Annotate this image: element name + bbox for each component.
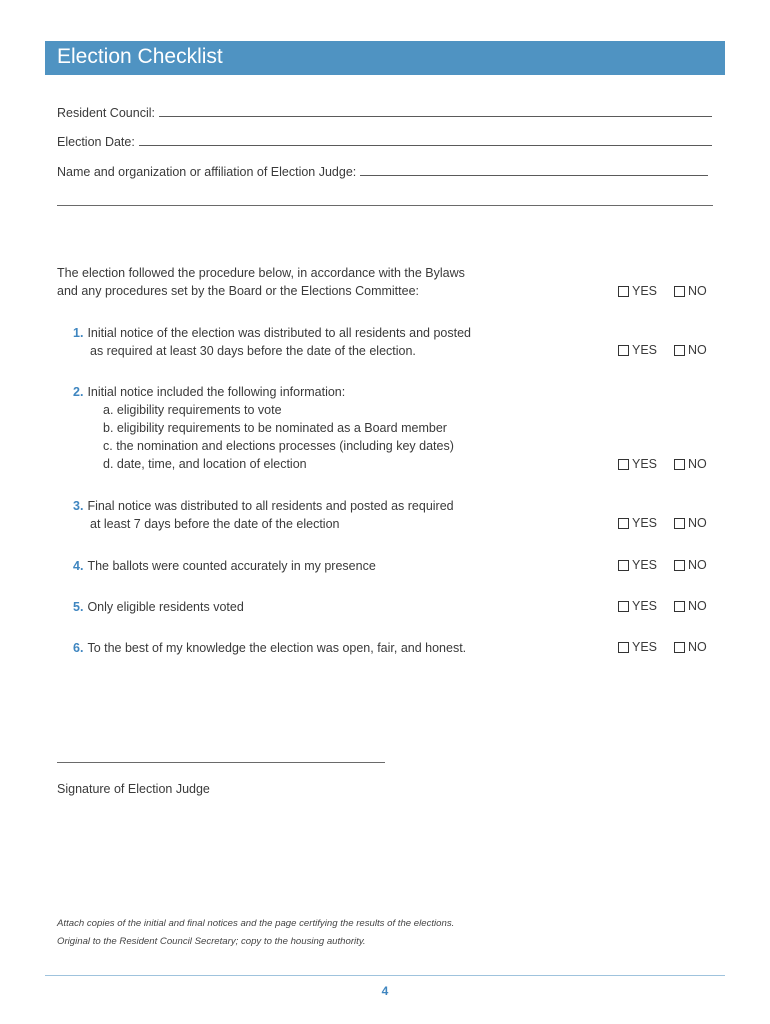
no-option[interactable]	[674, 640, 707, 654]
item-subtext: b. eligibility requirements to be nominated as a Board member	[103, 421, 447, 435]
checkbox-icon[interactable]	[618, 459, 629, 470]
footer-divider	[45, 975, 725, 976]
checklist-item-3	[73, 497, 454, 533]
checkbox-icon[interactable]	[674, 286, 685, 297]
item-number: 5.	[73, 600, 84, 614]
yes-label: YES	[632, 558, 658, 572]
title-bar	[45, 41, 725, 75]
election-date-label: Election Date:	[57, 135, 135, 149]
checkbox-icon[interactable]	[674, 642, 685, 653]
item-subtext: c. the nomination and elections processes (including key dates)	[103, 439, 454, 453]
item-text: To the best of my knowledge the election was open, fair, and honest.	[87, 641, 467, 655]
yes-no-item-4	[618, 558, 707, 572]
yes-no-intro	[618, 284, 707, 298]
yes-label: YES	[632, 457, 658, 471]
checkbox-icon[interactable]	[674, 560, 685, 571]
no-label: NO	[688, 457, 707, 471]
page-title: Election Checklist	[57, 45, 223, 68]
item-text: as required at least 30 days before the date of the election.	[90, 344, 416, 358]
yes-no-item-2	[618, 457, 707, 471]
yes-no-item-5	[618, 599, 707, 613]
no-option[interactable]	[674, 343, 707, 357]
election-date-field[interactable]	[57, 135, 712, 149]
checklist-item-1	[73, 324, 471, 360]
checkbox-icon[interactable]	[618, 286, 629, 297]
yes-option[interactable]	[618, 457, 657, 471]
checklist-item-6	[73, 639, 466, 657]
item-text: Final notice was distributed to all residents and posted as required	[87, 499, 454, 513]
item-number: 3.	[73, 499, 84, 513]
item-number: 2.	[73, 385, 84, 399]
checklist-item-2	[73, 383, 454, 473]
yes-label: YES	[632, 516, 658, 530]
no-option[interactable]	[674, 457, 707, 471]
item-text: Initial notice of the election was distributed to all residents and posted	[87, 326, 472, 340]
item-text: The ballots were counted accurately in my presence	[87, 559, 376, 573]
intro-text	[57, 264, 465, 300]
intro-line-1: The election followed the procedure below, in accordance with the Bylaws	[57, 266, 465, 280]
item-text: Initial notice included the following information:	[87, 385, 346, 399]
no-label: NO	[688, 640, 707, 654]
election-judge-label: Name and organization or affiliation of Election Judge:	[57, 165, 357, 179]
yes-option[interactable]	[618, 343, 657, 357]
no-label: NO	[688, 599, 707, 613]
yes-label: YES	[632, 284, 658, 298]
no-label: NO	[688, 516, 707, 530]
checkbox-icon[interactable]	[618, 345, 629, 356]
checkbox-icon[interactable]	[674, 601, 685, 612]
checkbox-icon[interactable]	[674, 459, 685, 470]
election-date-line[interactable]	[139, 144, 712, 146]
item-subtext: d. date, time, and location of election	[103, 457, 307, 471]
no-option[interactable]	[674, 599, 707, 613]
yes-label: YES	[632, 343, 658, 357]
checkbox-icon[interactable]	[674, 345, 685, 356]
checkbox-icon[interactable]	[674, 518, 685, 529]
intro-line-2: and any procedures set by the Board or the Elections Committee:	[57, 284, 419, 298]
item-number: 4.	[73, 559, 84, 573]
attach-note: Attach copies of the initial and final notices and the page certifying the results of the elections.	[57, 918, 455, 929]
page-number: 4	[381, 984, 389, 998]
checklist-item-4	[73, 557, 376, 575]
no-label: NO	[688, 558, 707, 572]
item-text: Only eligible residents voted	[87, 600, 244, 614]
election-judge-extra-line[interactable]	[57, 205, 713, 206]
checkbox-icon[interactable]	[618, 518, 629, 529]
yes-option[interactable]	[618, 558, 657, 572]
yes-no-item-6	[618, 640, 707, 654]
checkbox-icon[interactable]	[618, 601, 629, 612]
item-subtext: a. eligibility requirements to vote	[103, 403, 282, 417]
yes-no-item-3	[618, 516, 707, 530]
yes-no-item-1	[618, 343, 707, 357]
item-number: 6.	[73, 641, 84, 655]
yes-option[interactable]	[618, 599, 657, 613]
no-option[interactable]	[674, 558, 707, 572]
checkbox-icon[interactable]	[618, 560, 629, 571]
checklist-item-5	[73, 598, 244, 616]
original-note: Original to the Resident Council Secretary; copy to the housing authority.	[57, 936, 366, 947]
no-label: NO	[688, 284, 707, 298]
resident-council-field[interactable]	[57, 106, 712, 120]
resident-council-label: Resident Council:	[57, 106, 155, 120]
no-label: NO	[688, 343, 707, 357]
election-judge-line[interactable]	[360, 174, 708, 176]
checkbox-icon[interactable]	[618, 642, 629, 653]
item-number: 1.	[73, 326, 84, 340]
yes-label: YES	[632, 599, 658, 613]
yes-option[interactable]	[618, 284, 657, 298]
no-option[interactable]	[674, 516, 707, 530]
signature-label: Signature of Election Judge	[57, 782, 210, 796]
election-judge-field[interactable]	[57, 165, 708, 179]
item-text: at least 7 days before the date of the election	[90, 517, 340, 531]
yes-label: YES	[632, 640, 658, 654]
yes-option[interactable]	[618, 516, 657, 530]
yes-option[interactable]	[618, 640, 657, 654]
resident-council-line[interactable]	[159, 115, 712, 117]
signature-line[interactable]	[57, 762, 385, 763]
no-option[interactable]	[674, 284, 707, 298]
